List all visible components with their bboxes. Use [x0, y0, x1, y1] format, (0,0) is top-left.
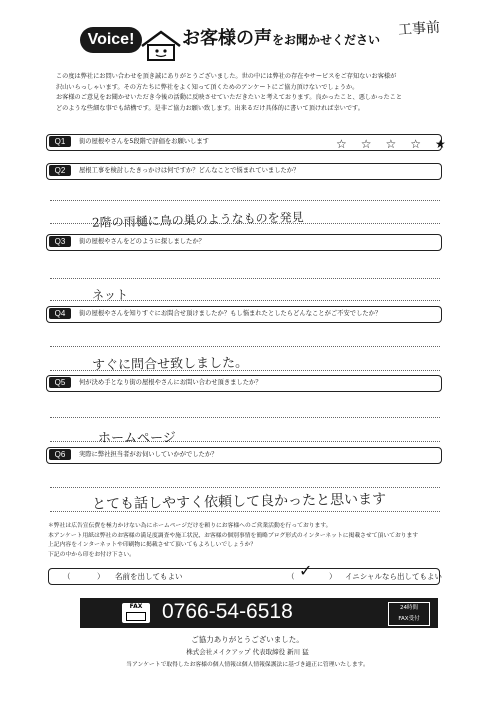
question-text: 街の屋根やさんをどのように探しましたか？ — [79, 238, 205, 245]
footer-privacy: 当アンケートで取得したお客様の個人情報は個人情報保護法に基づき適正に管理いたします。 — [126, 662, 369, 668]
question-text: 実際に弊社担当者がお伺いしていかがでしたか？ — [79, 451, 218, 458]
intro-line: この度は弊社にお問い合わせを頂き誠にありがとうございました。世の中には弊社の存在やサービスをご存知ないお客様が — [56, 73, 397, 80]
rating-stars[interactable]: ☆☆☆☆★ — [336, 137, 460, 151]
answer-q3[interactable]: ネット — [92, 288, 129, 302]
question-2 — [46, 163, 442, 180]
question-tag: Q6 — [49, 449, 71, 460]
question-tag: Q5 — [49, 377, 71, 388]
answer-q5[interactable]: ホームページ — [98, 431, 176, 446]
note-line: 本アンケート用紙は弊社のお客様の満足度調査や施工状況、お客様の個別事情を簡略ブログ形式のインターネットに掲載させて頂いております — [48, 532, 419, 539]
fax-icon — [122, 603, 150, 623]
note-line: 下記の中から印をお付け下さい。 — [48, 551, 135, 558]
fax-banner — [80, 598, 438, 628]
fax-number: 0766-54-6518 — [162, 600, 293, 623]
consent-name-open[interactable]: （ — [63, 572, 71, 581]
question-text: 何が決め手となり街の屋根やさんにお問い合わせ頂きましたか？ — [79, 379, 262, 386]
fax-icon-label: FAX — [129, 603, 143, 610]
page-title — [182, 24, 380, 50]
consent-initial-check[interactable]: ✓ — [299, 561, 313, 580]
question-text: 街の屋根やさんを知りすぐにお問合せ頂けましたか？もし悩まれたとしたらどんなことがご不安でしたか？ — [79, 310, 382, 317]
answer-line — [50, 417, 440, 418]
consent-name-label: 名前を出してもよい — [115, 572, 183, 581]
question-3 — [46, 234, 442, 251]
answer-line — [50, 200, 440, 201]
fax-badge-line: FAX受付 — [398, 616, 420, 622]
question-text: 街の屋根やさんを5段階で評価をお願いします — [79, 138, 209, 145]
question-6 — [46, 447, 442, 464]
publication-notice — [48, 522, 458, 560]
answer-line — [50, 346, 440, 347]
consent-options — [48, 561, 443, 585]
intro-line: お客様のご意見をお聞かせいただき今後の活動に反映させていただきたいと考えております。良かったこと、悪しかったこと — [56, 94, 403, 101]
note-line: 上記内容をインターネットや印刷物に掲載させて頂いてもよろしいでしょうか？ — [48, 542, 257, 548]
answer-q2[interactable]: 2階の雨樋に鳥の巣のようなものを発見 — [91, 210, 304, 230]
note-line: ＊弊社は広告宣伝費を極力かけない為にホームページだけを頼りにお客様へのご営業活動を行っております。 — [48, 523, 332, 529]
intro-line: 沢山いらっしゃいます。その方たちに弊社をよく知って頂くためのアンケートにご協力頂けないでしょうか。 — [56, 83, 359, 91]
consent-name-close[interactable]: ） — [97, 572, 105, 581]
fax-badge-line: 24時間 — [400, 605, 418, 611]
title-suffix: をお聞かせください — [272, 33, 381, 47]
handwritten-memo: 工事前 — [397, 19, 441, 39]
question-5 — [46, 375, 442, 392]
consent-initial-close[interactable]: ） — [329, 572, 337, 581]
question-4 — [46, 306, 442, 323]
question-text: 屋根工事を検討したきっかけは何ですか？どんなことで悩まれていましたか？ — [79, 167, 300, 174]
house-icon — [140, 30, 182, 62]
intro-line: どのような些細な事でも結構です。是非ご協力お願い致します。出来るだけ具体的に書いて頂ければ幸いです。 — [56, 104, 364, 112]
question-tag: Q2 — [49, 165, 71, 176]
question-tag: Q1 — [49, 136, 71, 147]
question-tag: Q3 — [49, 236, 71, 247]
answer-line — [50, 278, 440, 279]
intro-text — [56, 72, 451, 114]
consent-initial-open[interactable]: （ — [287, 572, 295, 581]
voice-badge: Voice! — [80, 27, 142, 53]
fax-badge — [388, 602, 430, 626]
question-tag: Q4 — [49, 308, 71, 319]
answer-q6[interactable]: とても話しやすく依頼して良かったと思います — [91, 491, 387, 513]
consent-initial-label: イニシャルなら出してもよい — [345, 572, 443, 581]
footer-company: 株式会社メイクアップ 代表取締役 新川 猛 — [186, 648, 309, 656]
footer-thanks: ご協力ありがとうございました。 — [191, 635, 304, 644]
answer-q4[interactable]: すぐに問合せ致しました。 — [91, 355, 249, 374]
title-main: お客様の声 — [182, 28, 272, 49]
